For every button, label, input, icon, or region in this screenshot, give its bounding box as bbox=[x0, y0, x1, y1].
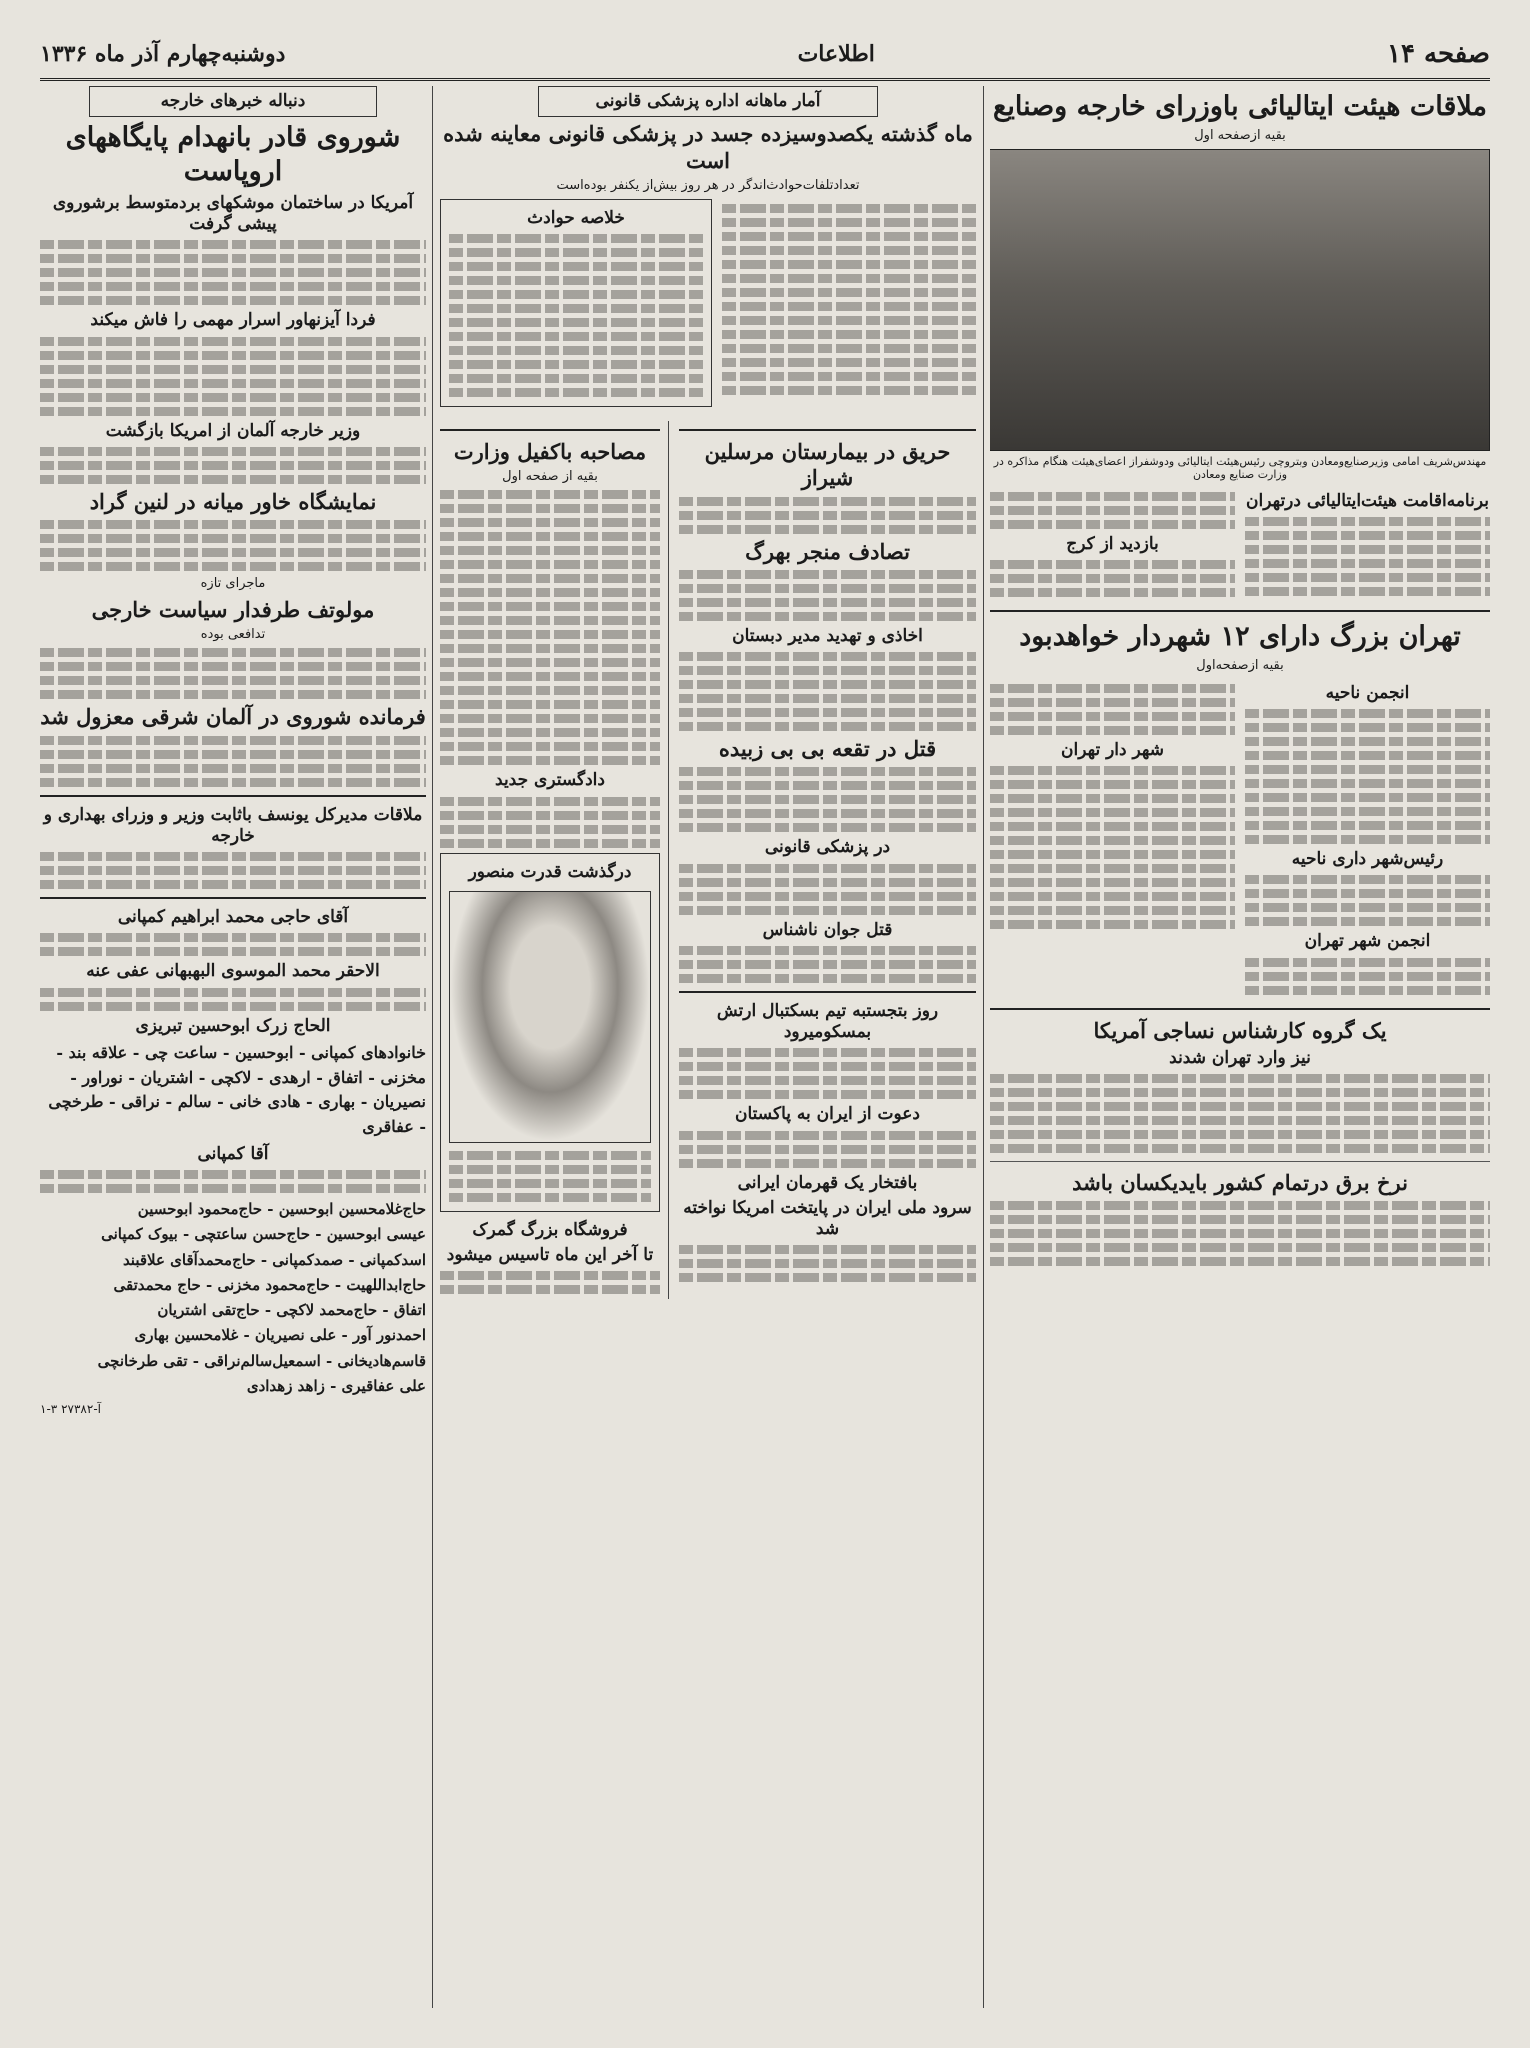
subhead-tehran-mayor: شهر دار تهران bbox=[1061, 739, 1164, 760]
headline-molotov: مولوتف طرفدار سیاست خارجی bbox=[91, 597, 375, 622]
mourner-line: حاج‌ابداللهیت - حاج‌محمود مخزنی - حاج محمدتقی bbox=[113, 1275, 426, 1294]
mourner-line: اسدکمپانی - صمدکمپانی - حاج‌محمد‌آقای علاقبند bbox=[122, 1250, 426, 1269]
notice-kompani: آقای حاجی محمد ابراهیم کمپانی bbox=[117, 907, 349, 927]
headline-commander-dismissed: فرمانده شوروی در آلمان شرقی معزول شد bbox=[40, 704, 426, 730]
newspaper-name: اطلاعات bbox=[797, 41, 875, 67]
section-label: دنباله خبرهای خارجه bbox=[89, 86, 377, 117]
delegation-photo bbox=[990, 149, 1490, 451]
obituary-box bbox=[440, 853, 660, 1212]
column-left bbox=[40, 86, 426, 2008]
stats-badge: آمار ماهانه اداره پزشکی قانونی bbox=[538, 86, 878, 117]
headline-shiraz-fire: حریق در بیمارستان مرسلین شیراز bbox=[704, 439, 951, 491]
subhead-new-story: ماجرای تازه bbox=[200, 576, 266, 591]
headline-customs-store: فروشگاه بزرگ گمرک bbox=[472, 1219, 628, 1240]
mourner-line: عیسی ابوحسین - حاج‌حسن ساعتچی - بیوک کمپانی bbox=[101, 1225, 426, 1244]
headline-eisenhower: فردا آیزنهاور اسرار مهمی را فاش میکند bbox=[90, 310, 376, 331]
families-list: خانوادهای کمپانی - ابوحسین - ساعت چی - علاقه بند - مخزنی - اتفاق - ارهدی - لاکچی - اشتریان - نوراور - نصیریان - بهاری - هادی خانی - سالم - نراقی - طرخچی - عفاقری bbox=[48, 1042, 426, 1137]
continued-note: بقیه ازصفحه‌اول bbox=[1196, 657, 1284, 673]
headline-minister-interview: مصاحبه باکفیل وزارت bbox=[453, 439, 647, 464]
headline-us-textile-experts-2: نیز وارد تهران شدند bbox=[1169, 1047, 1311, 1068]
headline-champion: بافتخار یک قهرمان ایرانی bbox=[737, 1172, 918, 1193]
headline-unicef: ملاقات مدیرکل یونسف باثابت وزیر و وزرای بهداری و خارجه bbox=[43, 804, 423, 846]
mourner-line: علی عفاقیری - زاهد زهدادی bbox=[246, 1376, 426, 1395]
photo-caption: مهندس‌شریف امامی وزیرصنایع‌ومعادن وبتروچی رئیس‌هیئت ایتالیائی ودوشفراز اعضای‌هیئت هنگام مذاکره در وزارت صنایع ومعادن bbox=[993, 454, 1487, 481]
notice-tabrizi: الحاج زرک ابوحسین تبریزی bbox=[135, 1015, 331, 1036]
headline-german-minister: وزیر خارجه آلمان از امریکا بازگشت bbox=[105, 420, 361, 441]
subhead-unknown-youth: قتل جوان ناشناس bbox=[762, 919, 893, 940]
headline-forensics: ماه گذشته یکصدوسیزده جسد در پزشکی قانونی معاینه شده است bbox=[443, 121, 973, 173]
headline-fatal-accident: تصادف منجر بهرگ bbox=[745, 538, 910, 564]
headline-soviet-bases: شوروی قادر بانهدام پایگاههای اروپاست bbox=[65, 122, 401, 187]
headline-us-textile-experts: یک گروه کارشناس نساجی آمریکا bbox=[1093, 1017, 1387, 1043]
subhead-city-council: انجمن شهر تهران bbox=[1304, 931, 1431, 952]
column-right bbox=[990, 86, 1490, 2008]
headline-basketball: روز بتجستبه تیم بسکتبال ارتش بمسکومیرود bbox=[716, 1000, 939, 1042]
incidents-title: خلاصه حوادث bbox=[527, 207, 625, 228]
mourner-line: احمدنور آور - علی نصیریان - غلامحسین بهاری bbox=[134, 1326, 426, 1345]
subhead-missiles: آمریکا در ساختمان موشکهای بردمتوسط برشوروی پیشی گرفت bbox=[52, 192, 414, 234]
ad-code: آ-۲۷۳۸۲ ۳-۱ bbox=[40, 1402, 101, 1417]
subhead-forensics: در پزشکی قانونی bbox=[764, 837, 891, 858]
notice-aqa-kompani: آقا کمپانی bbox=[197, 1143, 269, 1164]
page-number: صفحه ۱۴ bbox=[1387, 39, 1490, 69]
masthead bbox=[40, 30, 1490, 81]
column-rule bbox=[432, 86, 433, 2008]
obituary-title: درگذشت قدرت منصور bbox=[468, 861, 632, 882]
mourner-line: حاج‌غلامحسین ابوحسین - حاج‌محمود ابوحسین bbox=[137, 1200, 426, 1219]
mourner-line: اتفاق - حاج‌محمد لاکچی - حاج‌تقی اشتریان bbox=[157, 1301, 426, 1320]
column-rule bbox=[983, 86, 984, 2008]
subhead-new-justice: دادگستری جدید bbox=[495, 770, 605, 791]
headline-extortion: اخاذی و تهدید مدیر دبستان bbox=[732, 625, 923, 646]
mourner-line: قاسم‌هادیخانی - اسمعیل‌سالم‌نراقی - تقی طرخانچی bbox=[97, 1351, 426, 1370]
mourners-list bbox=[40, 1198, 426, 1398]
issue-date: دوشنبه‌چهارم آذر ماه ۱۳۳۶ bbox=[40, 41, 286, 67]
subhead-karaj: بازدید از کرج bbox=[1066, 533, 1159, 554]
notice-behbahani: الاحقر محمد الموسوی البهبهانی عفی عنه bbox=[86, 961, 380, 982]
headline-tehran-mayors: تهران بزرگ دارای ۱۲ شهردار خواهدبود bbox=[1019, 621, 1461, 652]
portrait-photo bbox=[449, 891, 651, 1143]
headline-italian-delegation: ملاقات هیئت ایتالیائی باوزرای خارجه وصنایع bbox=[992, 91, 1487, 122]
continued-note: بقیه از صفحه اول bbox=[502, 469, 598, 485]
headline-murder: قتل در تقعه بی بی زبیده bbox=[718, 736, 937, 761]
continued-note: بقیه ازصفحه اول bbox=[1194, 127, 1286, 143]
headline-electricity-rate: نرخ برق درتمام کشور بایدیکسان باشد bbox=[1072, 1170, 1408, 1195]
headline-customs-store-2: تا آخر این ماه تاسیس میشود bbox=[446, 1245, 654, 1265]
subhead-district-council: انجمن ناحیه bbox=[1325, 682, 1410, 703]
subhead-casualties: تعداد‌تلفات‌حوادث‌اندگر در هر روز بیش‌از یکنفر بوده‌است bbox=[556, 177, 860, 193]
column-middle bbox=[440, 86, 976, 2008]
subhead-program: برنامه‌اقامت هیئت‌ایتالیائی درتهران bbox=[1246, 490, 1489, 511]
headline-pakistan-invite: دعوت از ایران به پاکستان bbox=[735, 1104, 920, 1125]
headline-exhibition: نمایشگاه خاور میانه در لنین گراد bbox=[89, 488, 377, 514]
subhead-district-mayor: رئیس‌شهر داری ناحیه bbox=[1291, 849, 1444, 869]
headline-anthem: سرود ملی ایران در پایتخت امریکا نواخته شد bbox=[683, 1197, 972, 1239]
incidents-box bbox=[440, 199, 712, 407]
subhead-defensive: تدافعی بوده bbox=[200, 627, 266, 643]
